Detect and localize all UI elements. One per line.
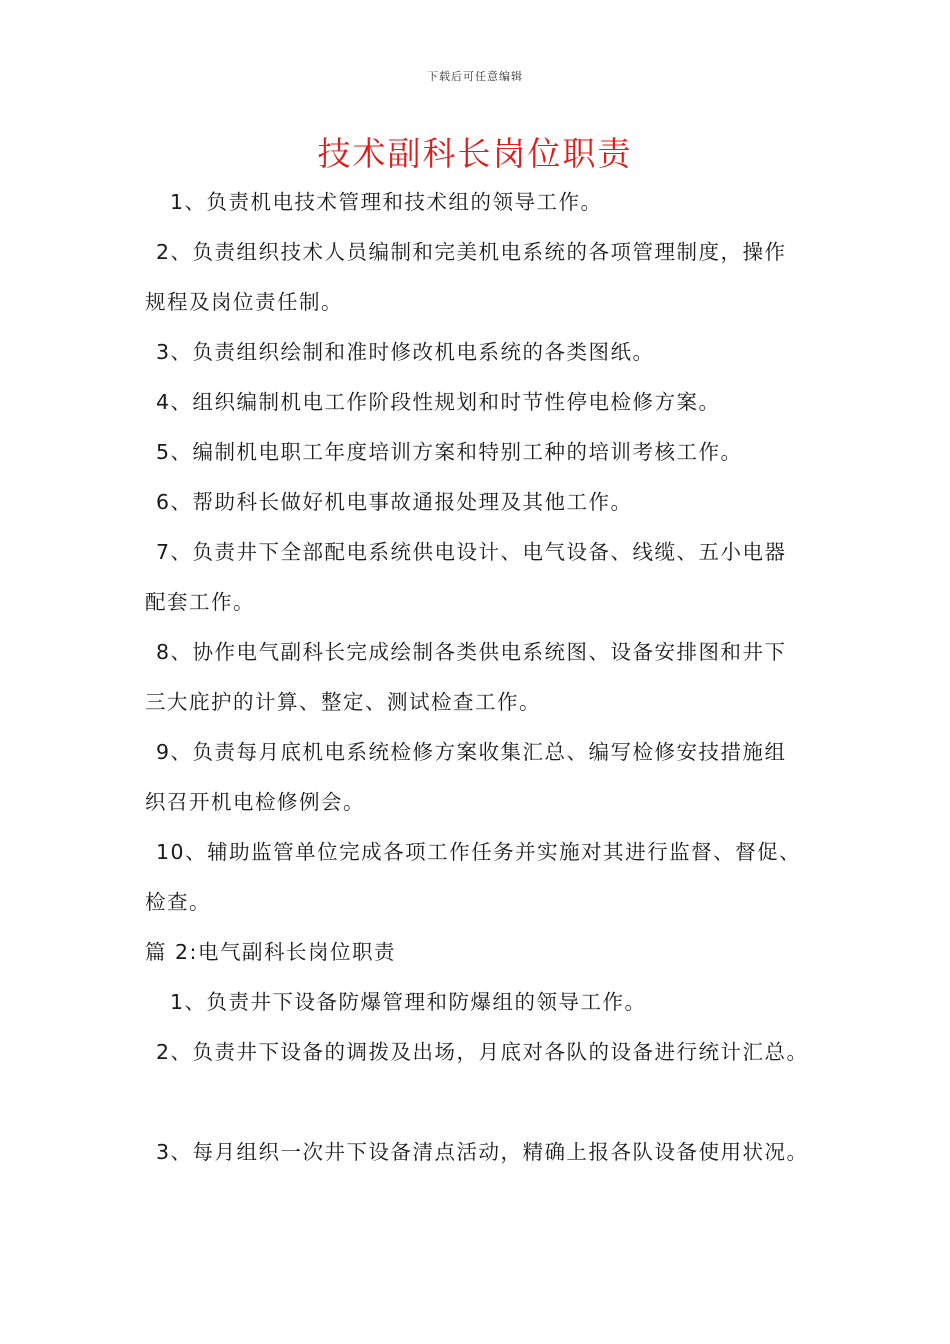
duty-item-2: 2、负责组织技术人员编制和完美机电系统的各项管理制度，操作 [156, 240, 787, 264]
duty-item-7: 7、负责井下全部配电系统供电设计、电气设备、线缆、五小电器 [156, 540, 787, 564]
section-2-item-3: 3、每月组织一次井下设备清点活动，精确上报各队设备使用状况。 [156, 1140, 809, 1164]
duty-item-6: 6、帮助科长做好机电事故通报处理及其他工作。 [156, 490, 633, 514]
section-2-heading: 篇 2:电气副科长岗位职责 [145, 940, 396, 964]
duty-item-8: 8、协作电气副科长完成绘制各类供电系统图、设备安排图和井下 [156, 640, 787, 664]
duty-item-4: 4、组织编制机电工作阶段性规划和时节性停电检修方案。 [156, 390, 721, 414]
duty-item-2-cont: 规程及岗位责任制。 [145, 290, 343, 314]
section-2-item-2: 2、负责井下设备的调拨及出场，月底对各队的设备进行统计汇总。 [156, 1040, 809, 1064]
duty-item-7-cont: 配套工作。 [145, 590, 255, 614]
duty-item-10-cont: 检查。 [145, 890, 211, 914]
page-title: 技术副科长岗位职责 [317, 134, 633, 173]
duty-item-9: 9、负责每月底机电系统检修方案收集汇总、编写检修安技措施组 [156, 740, 787, 764]
duty-item-8-cont: 三大庇护的计算、整定、测试检查工作。 [145, 690, 541, 714]
duty-item-5: 5、编制机电职工年度培训方案和特别工种的培训考核工作。 [156, 440, 743, 464]
section-2-item-1: 1、负责井下设备防爆管理和防爆组的领导工作。 [170, 990, 647, 1014]
header-note: 下载后可任意编辑 [427, 70, 523, 83]
duty-item-9-cont: 织召开机电检修例会。 [145, 790, 365, 814]
duty-item-3: 3、负责组织绘制和准时修改机电系统的各类图纸。 [156, 340, 655, 364]
duty-item-1: 1、负责机电技术管理和技术组的领导工作。 [170, 190, 603, 214]
duty-item-10: 10、辅助监管单位完成各项工作任务并实施对其进行监督、督促、 [156, 840, 802, 864]
